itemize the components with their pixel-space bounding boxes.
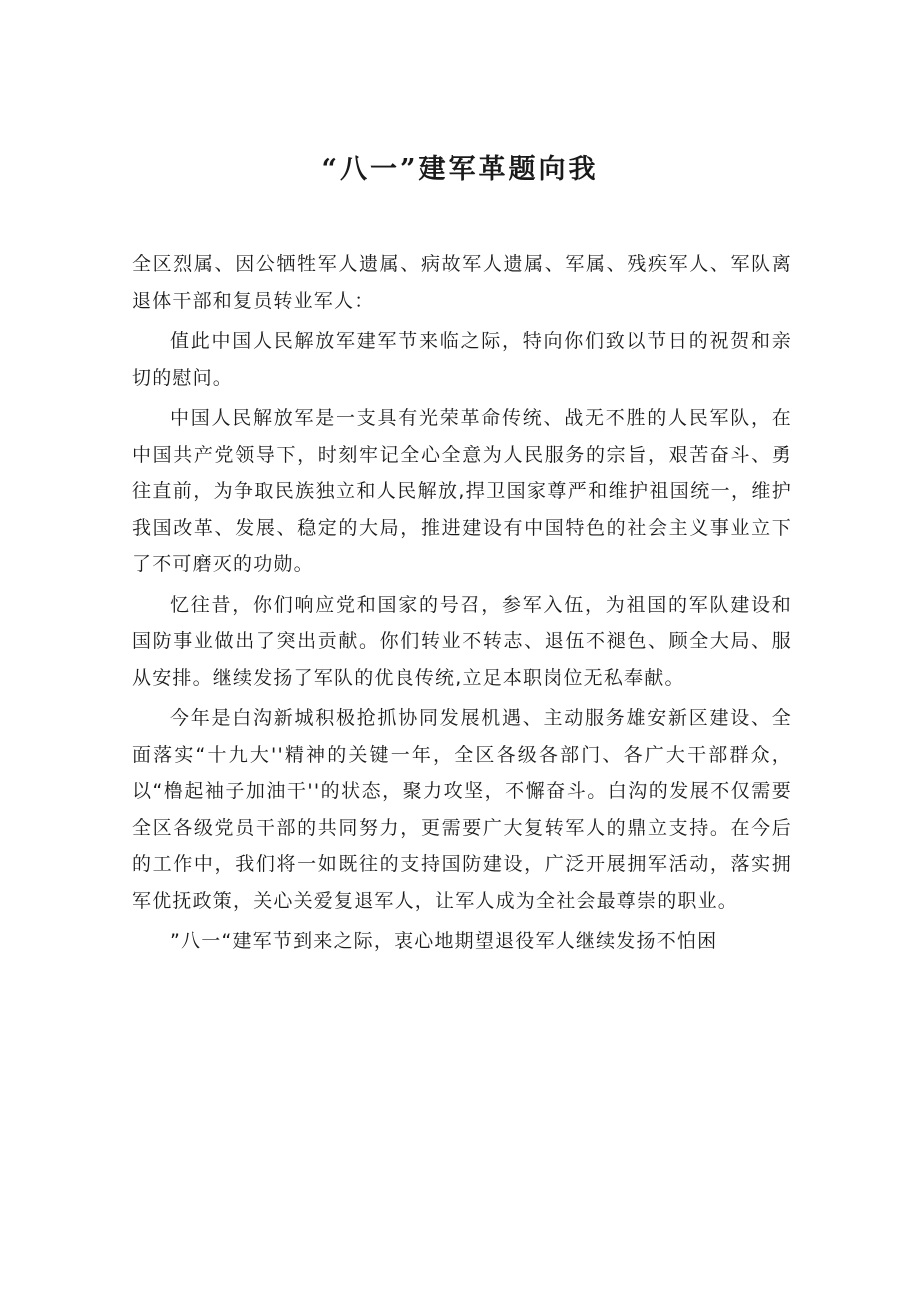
paragraph-this-year: 今年是白沟新城积极抢抓协同发展机遇、主动服务雄安新区建设、全面落实“十九大''精神的关键一年，全区各级各部门、各广大干部群众，以“橹起袖子加油干''的状态，聚力攻坚，不懈奋斗。白沟的发展不仅需要全区各级党员干部的共同努力，更需要广大复转军人的鼎立支持。在今后的工作中，我们将一如既往的支持国防建设，广泛开展拥军活动，落实拥军优抚政策，关心关爱复退军人，让军人成为全社会最尊崇的职业。 <box>132 707 792 912</box>
document-body <box>132 246 792 964</box>
salutation: 全区烈属、因公牺牲军人遗属、病故军人遗属、军属、残疾军人、军队离退体干部和复员转业军人： <box>132 253 792 312</box>
paragraph-pla: 中国人民解放军是一支具有光荣革命传统、战无不胜的人民军队，在中国共产党领导下，时刻牢记全心全意为人民服务的宗旨，艰苦奋斗、勇往直前，为争取民族独立和人民解放,捍卫国家尊严和维护祖国统一，维护我国改革、发展、稳定的大局，推进建设有中国特色的社会主义事业立下了不可磨灭的功勋。 <box>132 407 792 575</box>
document-title: “八一”建军革题向我 <box>321 154 599 185</box>
paragraph-closing: ”八一“建军节到来之际，衷心地期望退役军人继续发扬不怕困 <box>170 930 718 952</box>
paragraph-past: 忆往昔，你们响应党和国家的号召，参军入伍，为祖国的军队建设和国防事业做出了突出贡献。你们转业不转志、退伍不褪色、顾全大局、服从安排。继续发扬了军队的优良传统,立足本职岗位无私奉献。 <box>132 593 792 689</box>
paragraph-greeting: 值此中国人民解放军建军节来临之际，特向你们致以节日的祝贺和亲切的慰问。 <box>132 330 792 389</box>
